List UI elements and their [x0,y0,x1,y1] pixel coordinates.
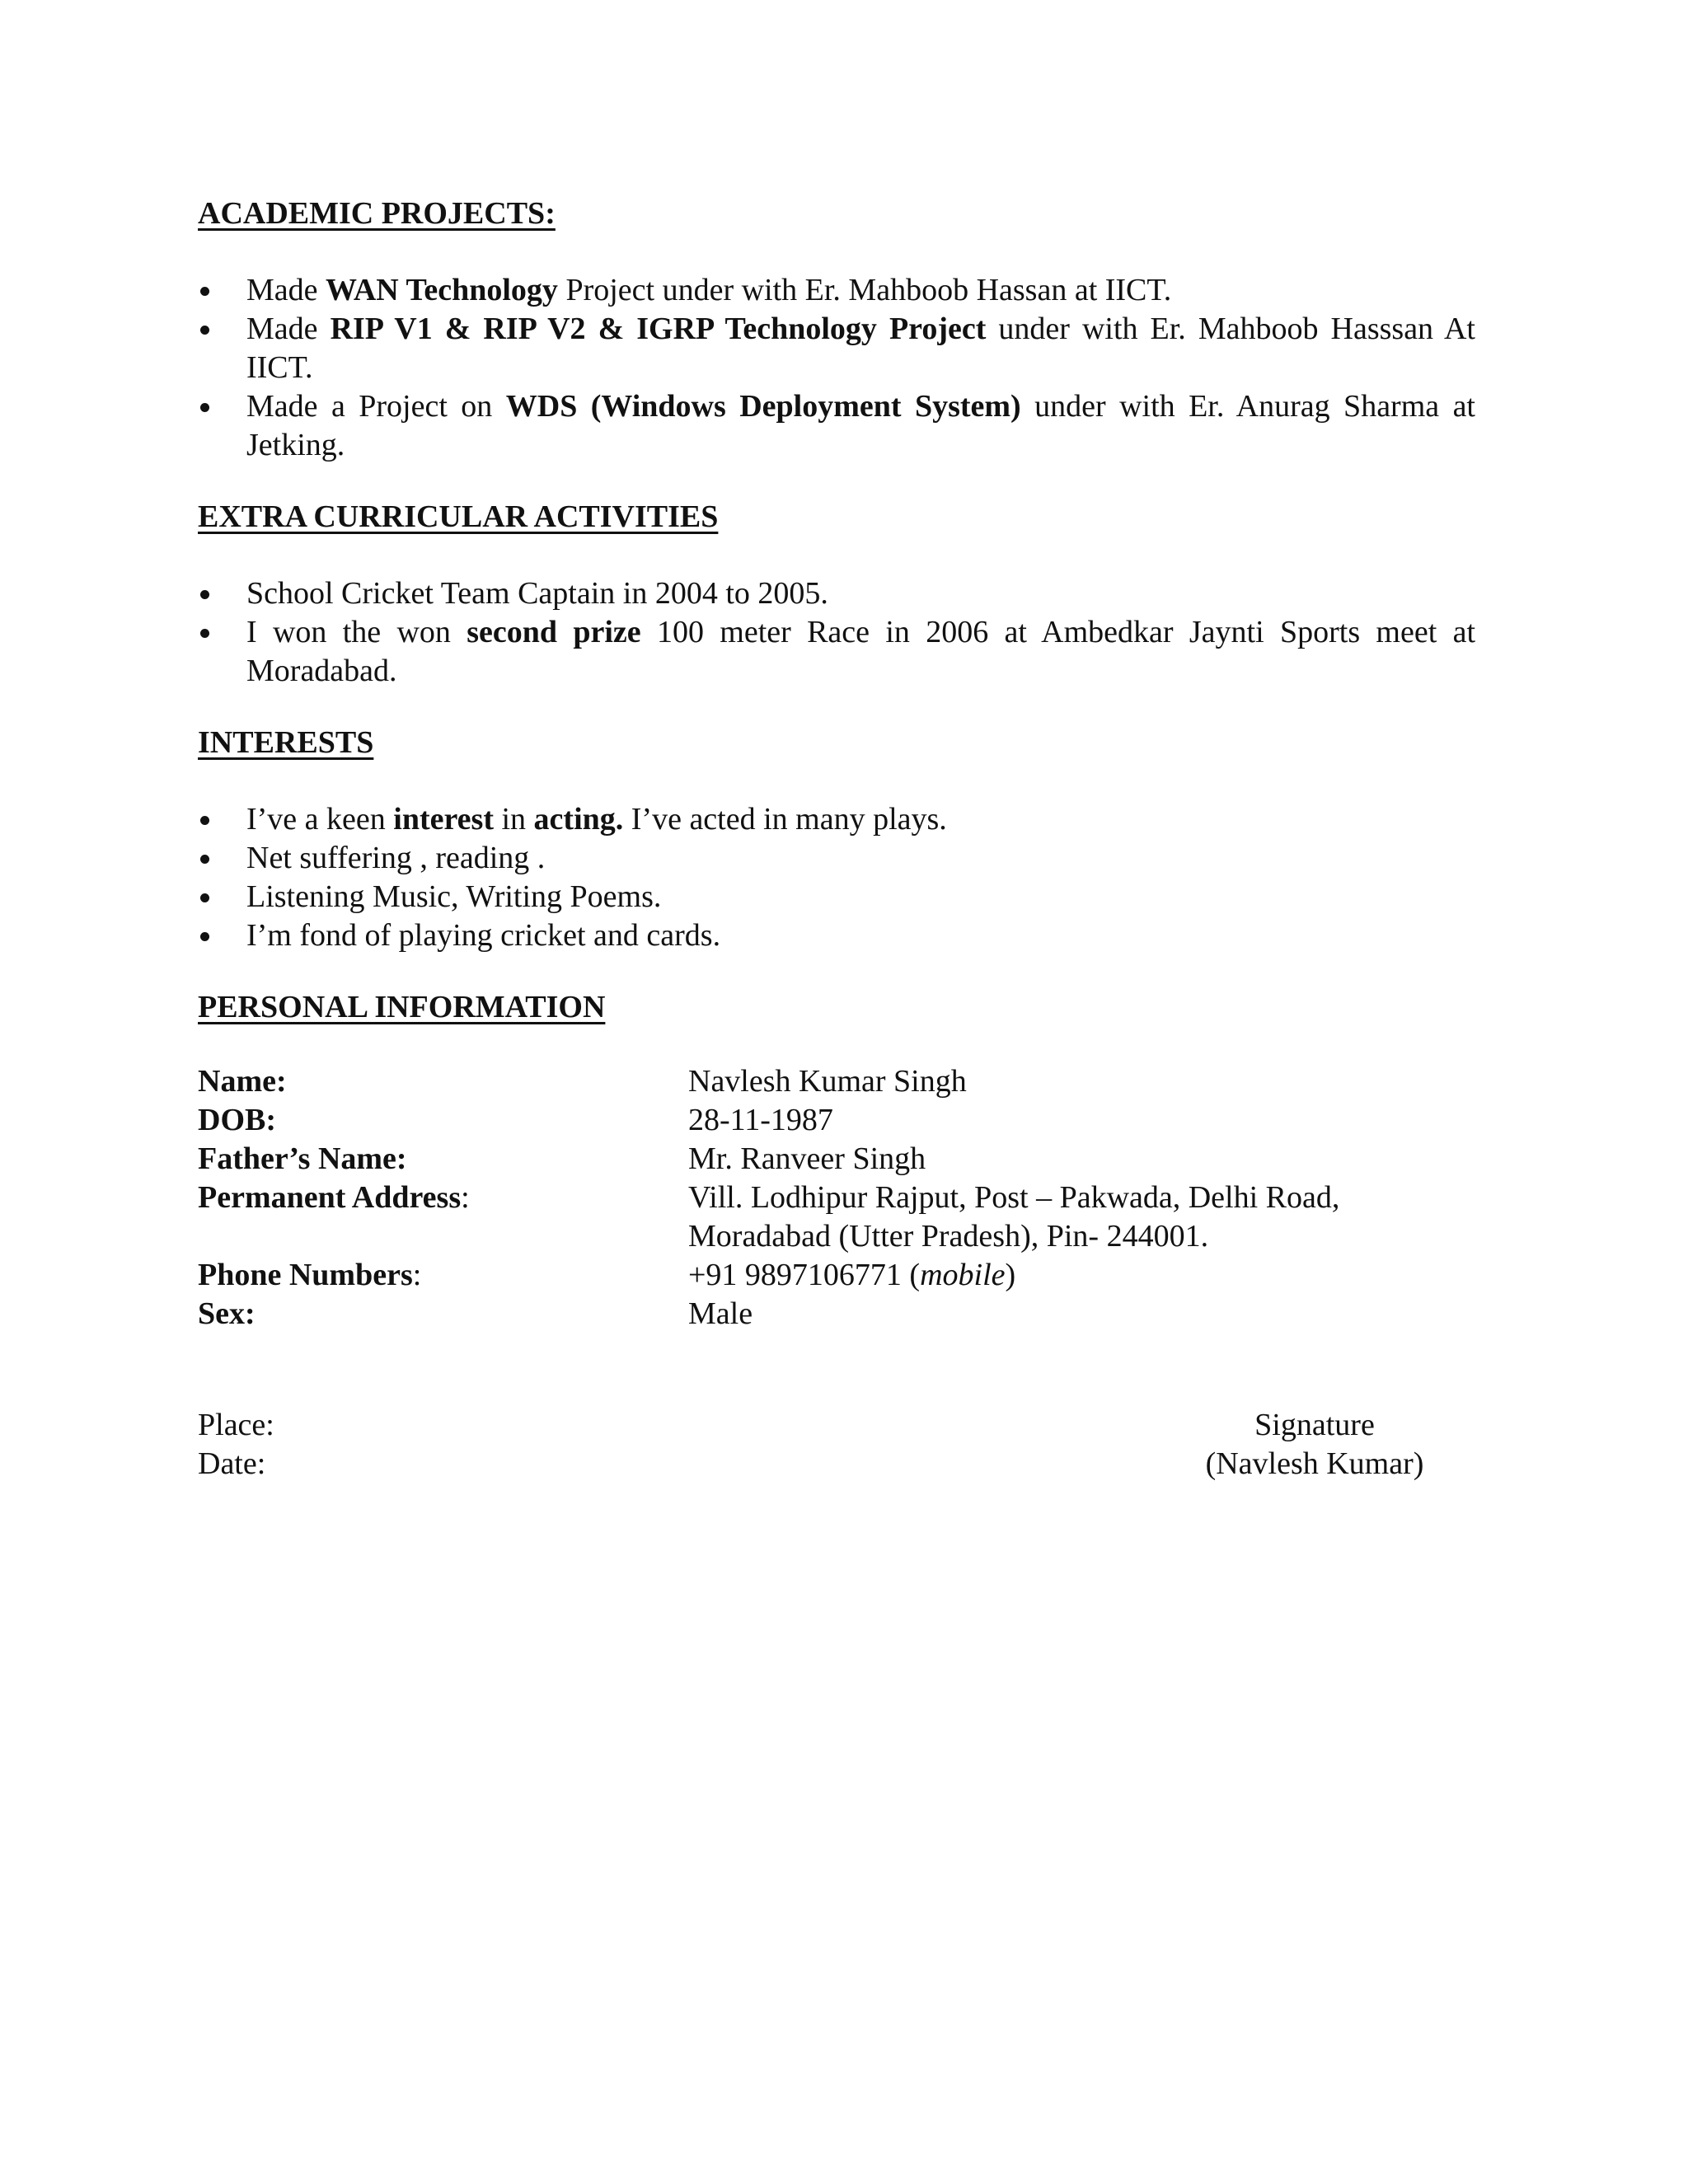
dob-label: DOB: [198,1103,276,1137]
extra-curricular-heading: EXTRA CURRICULAR ACTIVITIES [198,499,719,534]
father-label: Father’s Name: [198,1141,407,1176]
address-label: Permanent Address [198,1180,462,1215]
academic-projects-list [198,271,1475,465]
bullet-icon [200,893,209,902]
father-value: Mr. Ranveer Singh [688,1141,926,1176]
interests-list [198,800,1475,955]
signature-name: (Navlesh Kumar) [1205,1446,1424,1481]
signature [1183,1406,1447,1483]
list-item: School Cricket Team Captain in 2004 to 2005. [198,574,1475,613]
academic-projects-heading: ACADEMIC PROJECTS: [198,196,556,231]
bullet-icon [200,629,209,638]
info-row-sex [198,1295,1475,1333]
bullet-icon [200,855,209,864]
bullet-icon [200,816,209,825]
list-item: I won the won second prize 100 meter Race in 2006 at Ambedkar Jaynti Sports meet at Moradabad. [198,613,1475,691]
personal-info-table [198,1062,1475,1333]
phone-value: +91 9897106771 (mobile) [688,1258,1016,1292]
bullet-icon [200,403,209,412]
sex-value: Male [688,1296,753,1331]
bullet-icon [200,287,209,296]
info-row-address: Permanent Address: Vill. Lodhipur Rajput, Post – Pakwada, Delhi Road, Moradabad (Utter Pradesh), Pin- 244001. [198,1179,1475,1256]
address-value: Vill. Lodhipur Rajput, Post – Pakwada, Delhi Road, Moradabad (Utter Pradesh), Pin- 244001. [688,1180,1340,1254]
resume-page [198,194,1475,1483]
list-item: Made RIP V1 & RIP V2 & IGRP Technology Project under with Er. Mahboob Hasssan At IICT. [198,310,1475,387]
phone-label: Phone Numbers [198,1258,413,1292]
info-row-father [198,1140,1475,1179]
bullet-icon [200,326,209,335]
dob-value: 28-11-1987 [688,1103,833,1137]
personal-info-heading: PERSONAL INFORMATION [198,990,606,1024]
signature-label: Signature [1254,1408,1375,1442]
place-date [198,1406,274,1483]
list-item: Made WAN Technology Project under with Er. Mahboob Hassan at IICT. [198,271,1475,310]
list-item: I’m fond of playing cricket and cards. [198,916,1475,955]
date-label: Date: [198,1446,266,1481]
name-label: Name: [198,1064,287,1099]
list-item: Listening Music, Writing Poems. [198,878,1475,916]
bullet-icon [200,590,209,599]
list-item: I’ve a keen interest in acting. I’ve acted in many plays. [198,800,1475,839]
info-row-phone: Phone Numbers: +91 9897106771 (mobile) [198,1256,1475,1295]
list-item: Net suffering , reading . [198,839,1475,878]
name-value: Navlesh Kumar Singh [688,1064,967,1099]
info-row-name [198,1062,1475,1101]
place-label: Place: [198,1408,274,1442]
sex-label: Sex: [198,1296,256,1331]
bullet-icon [200,932,209,941]
info-row-dob [198,1101,1475,1140]
list-item: Made a Project on WDS (Windows Deployment System) under with Er. Anurag Sharma at Jetking. [198,387,1475,465]
extra-curricular-list [198,574,1475,691]
signature-block [198,1406,1475,1483]
interests-heading: INTERESTS [198,725,374,760]
